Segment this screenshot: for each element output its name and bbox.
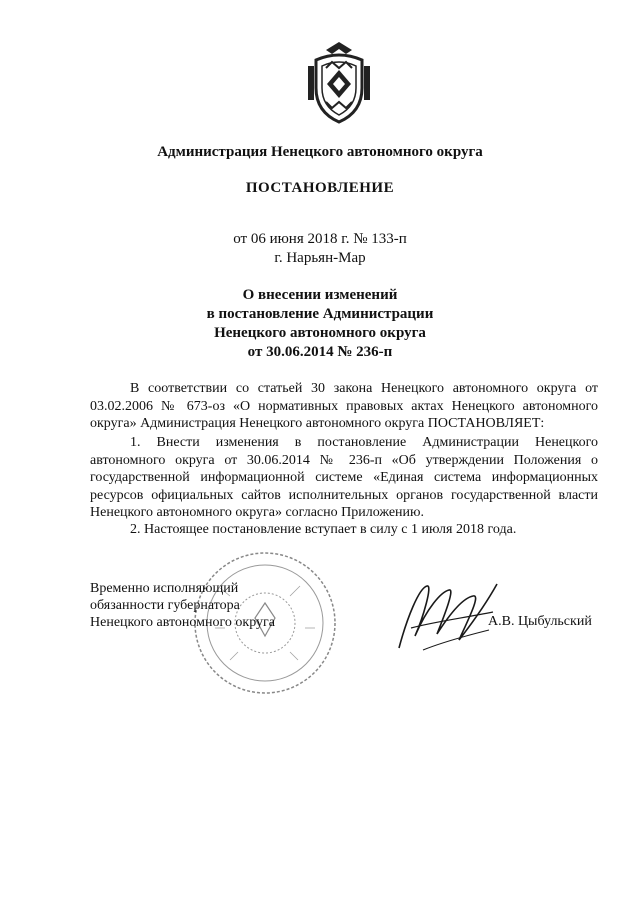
document-title-line: Ненецкого автономного округа xyxy=(214,325,426,341)
coat-of-arms-icon xyxy=(296,40,382,126)
document-title-line: от 30.06.2014 № 236-п xyxy=(247,344,393,360)
resolution-item-1: 1. Внести изменения в постановление Администрации Ненецкого автономного округа от 30.06.2014 № 236-п «Об утверждении Положения о государственной информационной системе «Единая система информационных ресурсов официальных сайтов исполнительных органов государственной власти Ненецкого автономного округа» согласно Приложению. xyxy=(90,435,598,520)
organization-name: Администрация Ненецкого автономного округа xyxy=(157,144,483,160)
signatory-position-line: Ненецкого автономного округа xyxy=(90,615,275,630)
document-city: г. Нарьян-Мар xyxy=(274,250,366,266)
document-date-number: от 06 июня 2018 г. № 133-п xyxy=(233,231,407,247)
resolution-item-2: 2. Настоящее постановление вступает в силу с 1 июля 2018 года. xyxy=(130,522,517,537)
preamble-paragraph: В соответствии со статьей 30 закона Ненецкого автономного округа от 03.02.2006 № 673-оз «О нормативных правовых актах Ненецкого автономного округа» Администрация Ненецкого автономного округа ПОСТАНОВЛЯЕТ: xyxy=(90,381,598,431)
document-title-line: в постановление Администрации xyxy=(206,306,434,322)
document-type: ПОСТАНОВЛЕНИЕ xyxy=(245,180,395,196)
signatory-position-line: обязанности губернатора xyxy=(90,598,240,613)
handwritten-signature-icon xyxy=(393,578,503,658)
signatory-name: А.В. Цыбульский xyxy=(488,614,592,629)
signatory-position-line: Временно исполняющий xyxy=(90,581,239,596)
document-title-line: О внесении изменений xyxy=(242,287,398,303)
